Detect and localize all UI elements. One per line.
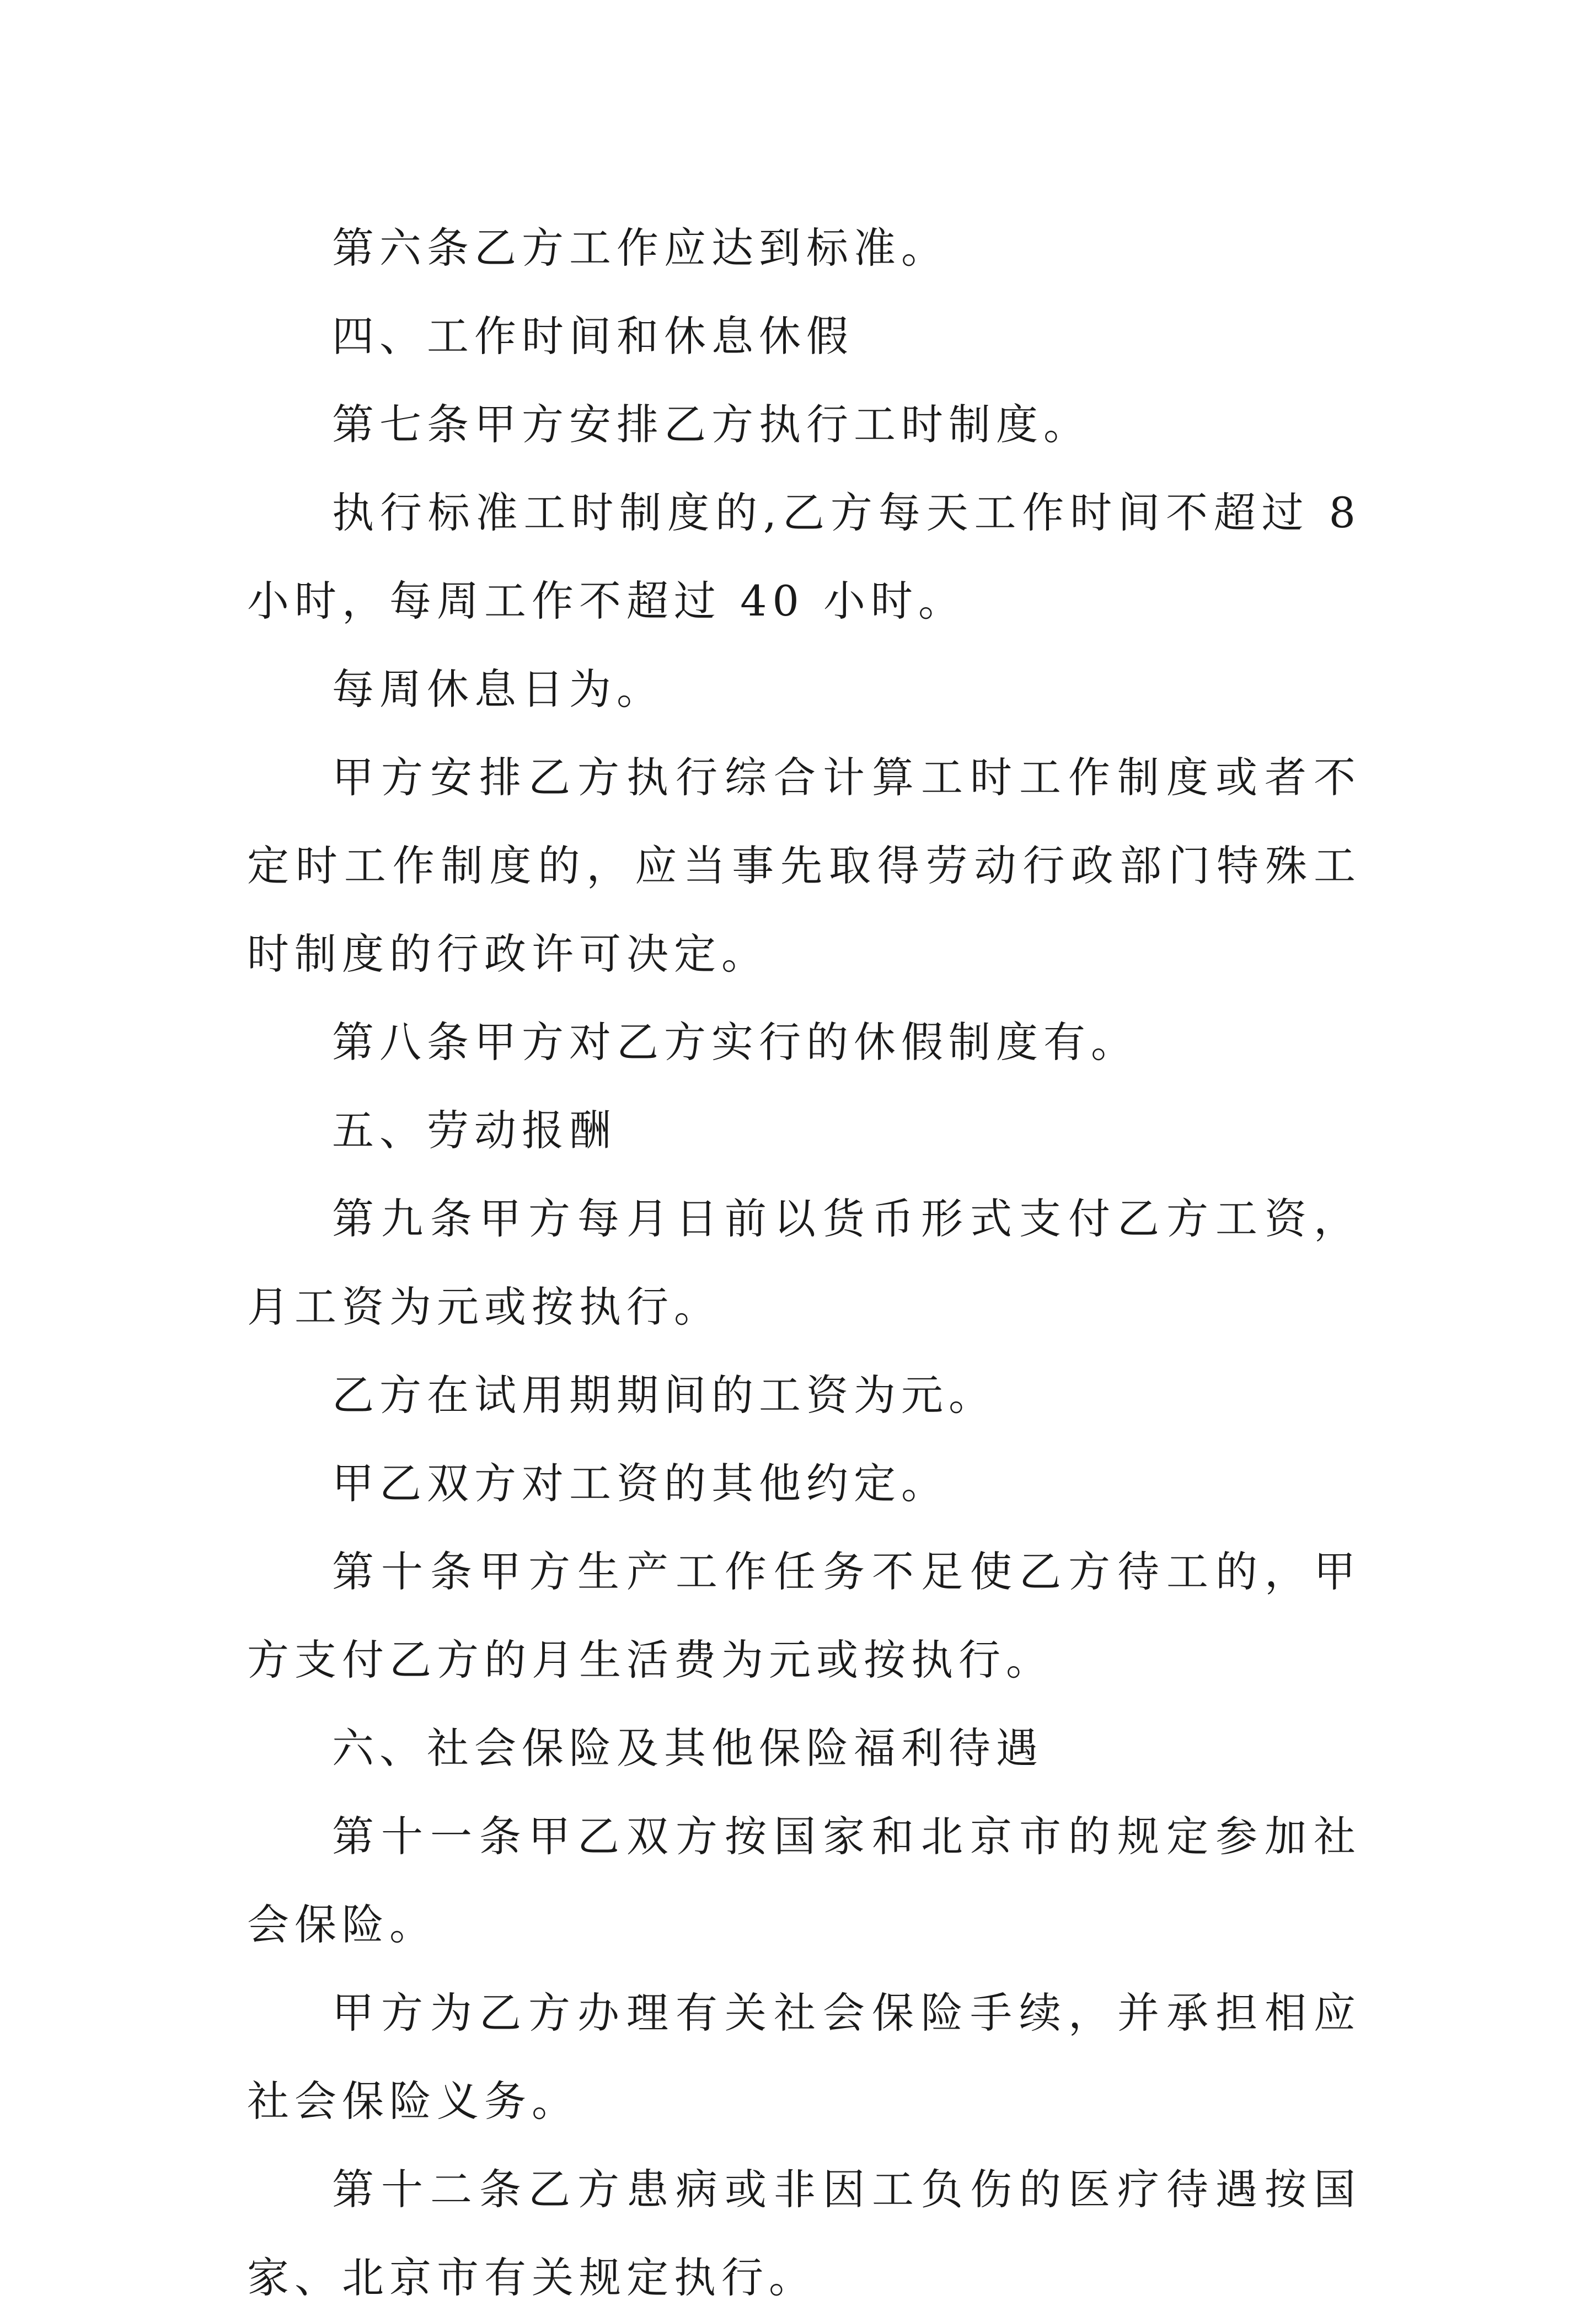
paragraph-article-11: 第十一条甲乙双方按国家和北京市的规定参加社会保险。 [247,1812,1361,1949]
paragraph-probation-wage: 乙方在试用期期间的工资为元。 [332,1371,996,1420]
section-heading-work-hours: 四、工作时间和休息休假 [332,312,854,361]
paragraph-article-9: 第九条甲方每月日前以货币形式支付乙方工资，月工资为元或按执行。 [247,1194,1361,1331]
paragraph-insurance-procedures: 甲方为乙方办理有关社会保险手续，并承担相应社会保险义务。 [247,1988,1361,2126]
paragraph-article-8: 第八条甲方对乙方实行的休假制度有。 [332,1018,1138,1067]
paragraph-special-hours: 甲方安排乙方执行综合计算工时工作制度或者不定时工作制度的，应当事先取得劳动行政部门特殊工时制度的行政许可决定。 [247,753,1361,978]
section-heading-social-insurance: 六、社会保险及其他保险福利待遇 [332,1724,1043,1773]
paragraph-weekly-rest: 每周休息日为。 [332,665,664,714]
paragraph-article-10: 第十条甲方生产工作任务不足使乙方待工的，甲方支付乙方的月生活费为元或按执行。 [247,1547,1361,1684]
paragraph-article-12: 第十二条乙方患病或非因工负伤的医疗待遇按国家、北京市有关规定执行。 [247,2165,1361,2302]
paragraph-article-7: 第七条甲方安排乙方执行工时制度。 [332,400,1091,449]
document-body [247,204,1361,2322]
paragraph-other-wage-terms: 甲乙双方对工资的其他约定。 [332,1459,949,1508]
paragraph-standard-hours: 执行标准工时制度的,乙方每天工作时间不超过 8 小时，每周工作不超过 40 小时。 [247,488,1361,625]
paragraph-article-6: 第六条乙方工作应达到标准。 [332,223,949,272]
section-heading-remuneration: 五、劳动报酬 [332,1106,617,1155]
